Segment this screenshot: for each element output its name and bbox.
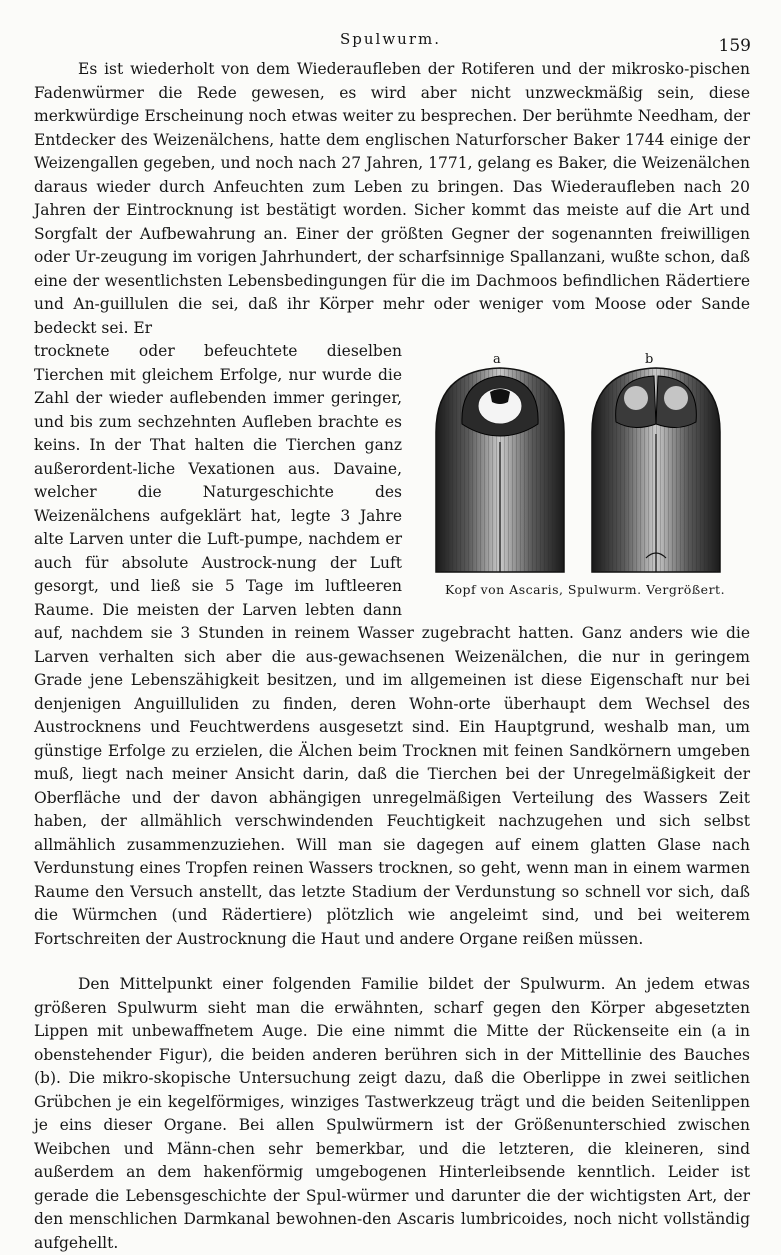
- paragraph-1-continued: trocknete oder befeuchtete dieselben Tierchen mit gleichem Erfolge, nur wurde die Zahl der wieder auflebenden immer geringer, und bis zum sechzehnten Aufleben brachte es keins. In der That halten die Tierchen ganz außerordent-liche Vexationen aus. Davaine, welcher die Naturgeschichte des Weizenälchens aufgeklärt hat, legte 3 Jahre alte Larven unter die Luft-pumpe, nachdem er auch für absolute Austrock-nung der Luft gesorgt, und ließ sie 5 Tage im luftleeren Raume. Die meisten der Larven lebten dann auf, nachdem sie 3 Stunden in reinem Wasser zugebracht hatten. Ganz anders wie die Larven verhalten sich aber die aus-gewachsenen Weizenälchen, die nur in geringem Grade jene Lebenszähigkeit besitzen, und im allgemeinen ist diese Eigenschaft nur bei denjenigen Anguilluliden zu finden, deren Wohn-orte überhaupt dem Wechsel des Austrocknens und Feuchtwerdens ausgesetzt sind. Ein Hauptgrund, weshalb man, um günstige Erfolge zu erzielen, die Älchen beim Trocknen mit feinen Sandkörnern umgeben muß, liegt nach meiner Ansicht darin, daß die Tierchen bei der Unregelmäßigkeit der Oberfläche und der davon abhängigen unregelmäßigen Verteilung des Wassers Zeit haben, der allmählich verschwindenden Feuchtigkeit nachzugehen und sich selbst allmählich zusammenzuziehen. Will man sie dagegen auf einem glatten Glase nach Verdunstung eines Tropfen reinen Wassers trocknen, so geht, wenn man in einem warmen Raume den Versuch anstellt, das letzte Stadium der Verdunstung so schnell vor sich, daß die Würmchen (und Rädertiere) plötzlich wie angeleimt sind, und bei weiterem Fortschreiten der Austrocknung die Haut und andere Organe reißen müssen.: [34, 342, 750, 948]
- figure-caption: Kopf von Ascaris, Spulwurm. Vergrößert.: [444, 582, 726, 597]
- paragraph-1-intro: Es ist wiederholt von dem Wiederaufleben der Rotiferen und der mikrosko-pischen Fadenwürmer die Rede gewesen, es wird aber nicht unzweckmäßig sein, diese merkwürdige Erscheinung noch etwas weiter zu besprechen. Der berühmte Needham, der Entdecker des Weizenälchens, hatte dem englischen Naturforscher Baker 1744 einige der Weizengallen gegeben, und noch nach 27 Jahren, 1771, gelang es Baker, die Weizenälchen daraus wieder durch Anfeuchten zum Leben zu bringen. Das Wiederaufleben nach 20 Jahren der Eintrocknung ist bestätigt worden. Sicher kommt das meiste auf die Art und Sorgfalt der Aufbewahrung an. Einer der größten Gegner der sogenannten freiwilligen oder Ur-zeugung im vorigen Jahrhundert, der scharfsinnige Spallanzani, wußte schon, daß eine der wesentlichsten Lebensbedingungen für die im Dachmoos befindlichen Rädertiere und An-guillulen die sei, daß ihr Körper mehr oder weniger vom Moose oder Sande bedeckt sei. Er: [34, 60, 750, 337]
- page-number: 159: [718, 36, 751, 56]
- paragraph-2: Den Mittelpunkt einer folgenden Familie bildet der Spulwurm. An jedem etwas größeren Spulwurm sieht man die erwähnten, scharf gegen den Körper abgesetzten Lippen mit unbewaffnetem Auge. Die eine nimmt die Mitte der Rückenseite ein (a in obenstehender Figur), die beiden anderen berühren sich in der Mittellinie des Bauches (b). Die mikro-skopische Untersuchung zeigt dazu, daß die Oberlippe in zwei seitlichen Grübchen je ein kegelförmiges, winziges Tastwerkzeug trägt und die beiden Seitenlippen je eins dieser Organe. Bei allen Spulwürmern ist der Größenunterschied zwischen Weibchen und Männ-chen sehr bemerkbar, und die letzteren, die kleineren, sind außerdem an dem hakenförmig umgebogenen Hinterleibsende kenntlich. Leider ist gerade die Lebensgeschichte der Spul-würmer und darunter die der wichtigsten Art, der den menschlichen Darmkanal bewohnen-den Ascaris lumbricoides, noch nicht vollständig aufgehellt.: [34, 975, 750, 1252]
- ascaris-head-illustration: [420, 362, 750, 574]
- head-view-b: [592, 368, 720, 572]
- figure-label-a: a: [493, 352, 501, 367]
- running-title: Spulwurm.: [340, 30, 441, 48]
- head-view-a: [436, 368, 564, 572]
- figure-label-b: b: [645, 352, 654, 367]
- ascaris-head-figure: [420, 348, 750, 597]
- body-text: [34, 58, 750, 1255]
